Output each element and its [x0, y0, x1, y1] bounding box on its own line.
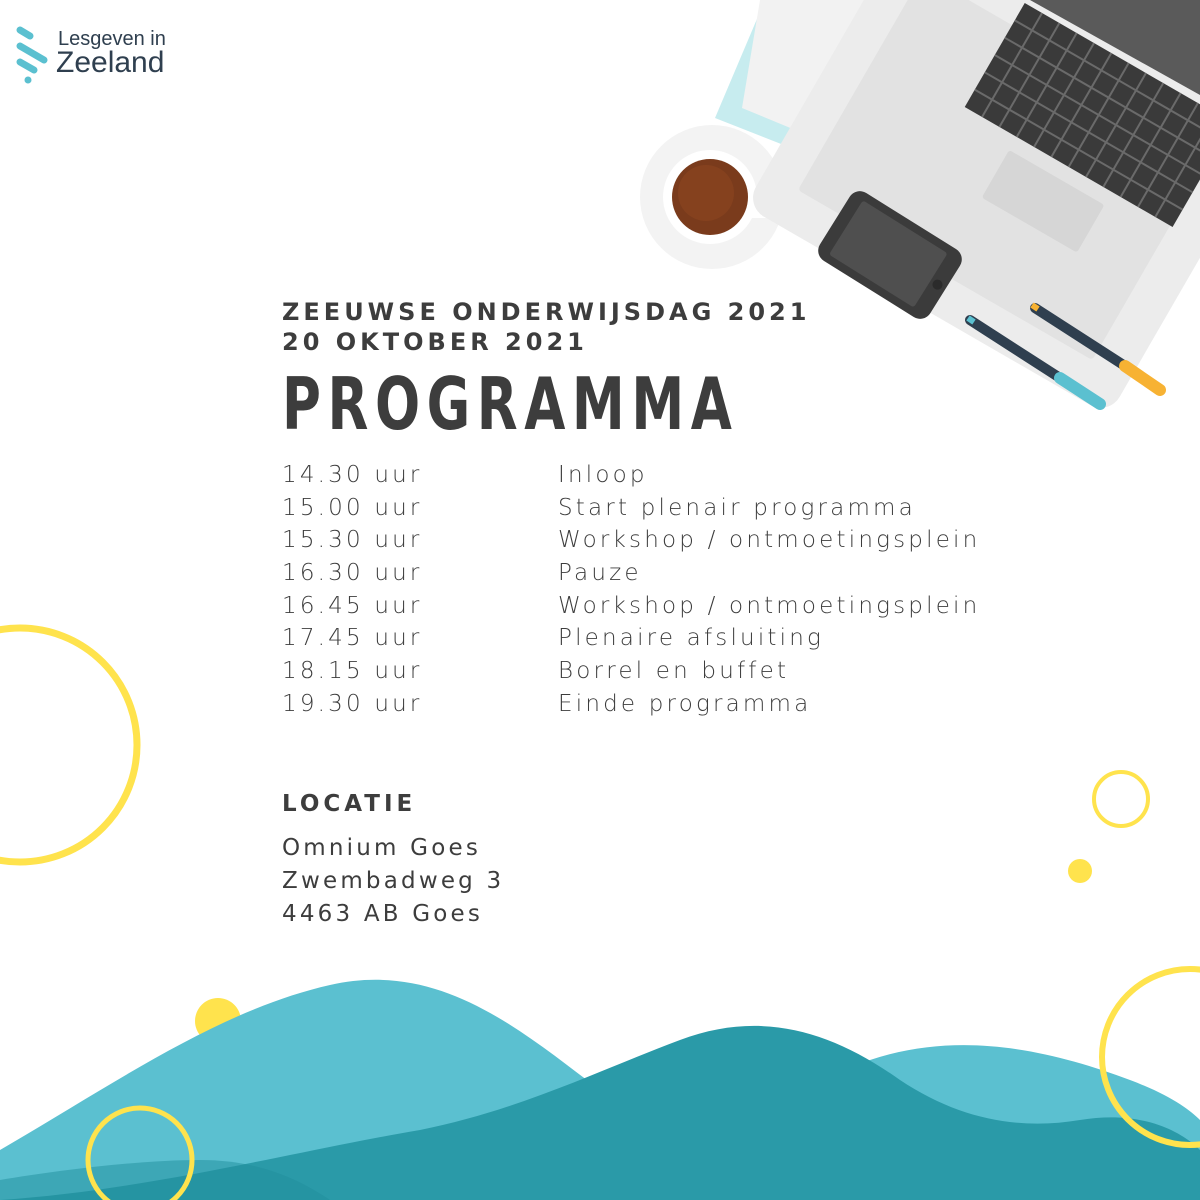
schedule-row [282, 560, 1082, 593]
schedule-activity: Borrel en buffet [558, 658, 790, 685]
logo-text-line2: Zeeland [56, 46, 165, 79]
yellow-dot-small [1068, 859, 1092, 883]
schedule-row [282, 495, 1082, 528]
schedule-list [282, 462, 1082, 724]
schedule-activity: Workshop / ontmoetingsplein [558, 527, 981, 554]
schedule-time: 15.00 uur [282, 494, 423, 521]
schedule-row [282, 691, 1082, 724]
schedule-time: 15.30 uur [282, 527, 423, 554]
schedule-time: 18.15 uur [282, 658, 423, 685]
location-street: Zwembadweg 3 [282, 868, 505, 894]
location-venue: Omnium Goes [282, 835, 481, 861]
schedule-row [282, 658, 1082, 691]
event-date: 20 OKTOBER 2021 [282, 328, 588, 356]
wave-decoration [0, 980, 1200, 1200]
event-title: ZEEUWSE ONDERWIJSDAG 2021 [282, 298, 811, 326]
logo [14, 22, 204, 84]
schedule-time: 14.30 uur [282, 462, 423, 488]
logo-text-line1: Lesgeven in [58, 28, 166, 50]
yellow-ring-small [1094, 772, 1148, 826]
schedule-activity: Plenaire afsluiting [558, 625, 825, 652]
location-postal-city: 4463 AB Goes [282, 901, 484, 927]
yellow-ring-left [0, 628, 137, 862]
program-title: PROGRAMMA [282, 362, 739, 446]
location-address [282, 832, 504, 931]
schedule-time: 16.30 uur [282, 560, 423, 587]
schedule-activity: Start plenair programma [558, 494, 916, 521]
schedule-time: 19.30 uur [282, 690, 423, 717]
schedule-row [282, 625, 1082, 658]
schedule-time: 16.45 uur [282, 592, 423, 619]
schedule-activity: Workshop / ontmoetingsplein [558, 592, 981, 619]
schedule-activity: Inloop [558, 462, 648, 488]
schedule-activity: Pauze [558, 560, 642, 587]
schedule-row [282, 462, 1082, 495]
schedule-activity: Einde programma [558, 690, 812, 717]
location-label: LOCATIE [282, 791, 417, 817]
logo-mark-icon [14, 22, 54, 84]
schedule-time: 17.45 uur [282, 625, 423, 652]
schedule-row [282, 527, 1082, 560]
schedule-row [282, 593, 1082, 626]
